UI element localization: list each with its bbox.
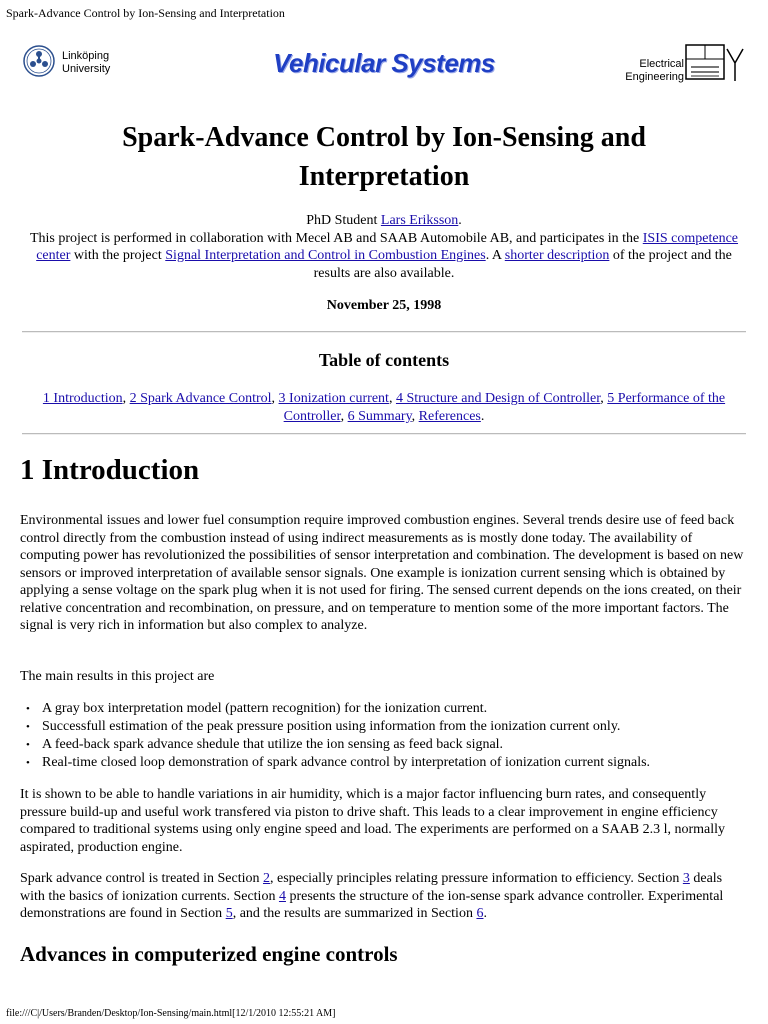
overview-text-a: Spark advance control is treated in Section	[20, 871, 263, 886]
site-banner	[0, 40, 768, 90]
toc-title: Table of contents	[318, 350, 450, 370]
section-heading-introduction: 1 Introduction	[20, 454, 200, 486]
toc-link-spark-advance[interactable]: 2 Spark Advance Control	[129, 391, 272, 406]
overview-text-b: , especially principles relating pressure information to efficiency. Section	[269, 871, 683, 886]
a-text: . A	[485, 248, 505, 263]
efficiency-paragraph: It is shown to be able to handle variations in air humidity, which is a major factor influencing burn rates, and consequently pressure build-up and useful work transfered via piston to drive shaft. This leads to a clear improvement in engine efficiency compared to traditional systems using only engine speed and load. The experiments are performed on a SAAB 2.3 l, normally aspirated, production engine.	[20, 787, 726, 855]
collab-paragraph	[22, 230, 746, 283]
phd-line	[22, 212, 746, 230]
project-intro	[22, 212, 746, 282]
print-header: Spark-Advance Control by Ion-Sensing and Interpretation	[6, 6, 285, 20]
project-link[interactable]: Signal Interpretation and Control in Combustion Engines	[165, 248, 486, 263]
shorter-description-link[interactable]: shorter description	[504, 248, 610, 263]
toc-link-ionization[interactable]: 3 Ionization current	[278, 391, 389, 406]
table-of-contents: 1 Introduction, 2 Spark Advance Control, 3 Ionization current, 4 Structure and Design of Controller, 5 Performance of the Controller, 6 Summary, References.	[42, 391, 726, 424]
dept-line1: Electrical	[639, 58, 684, 70]
toc-link-summary[interactable]: 6 Summary	[347, 409, 412, 424]
of-text: of the project and the results are also available.	[313, 248, 732, 281]
overview-text-d: presents the structure of the ion-sense spark advance controller. Experimental demonstrations are found in Section	[20, 888, 724, 921]
subsection-heading: Advances in computerized engine controls	[20, 942, 398, 966]
isis-link[interactable]: ISIS competence center	[36, 230, 739, 263]
with-project-text: with the project	[70, 248, 166, 263]
dept-line2: Engineering	[625, 71, 684, 83]
divider-bottom	[22, 433, 746, 435]
sections-overview-paragraph	[20, 870, 748, 923]
university-line2: University	[62, 63, 111, 75]
section-ref-6[interactable]: 6	[476, 906, 484, 921]
overview-text-f: .	[483, 906, 487, 921]
list-item: • A gray box interpretation model (pattern recognition) for the ionization current.	[42, 700, 768, 718]
university-line1: Linköping	[62, 50, 110, 62]
results-intro: The main results in this project are	[20, 669, 215, 684]
isy-logo-icon	[685, 43, 747, 83]
section-ref-5[interactable]: 5	[225, 906, 233, 921]
list-item: • A feed-back spark advance shedule that utilize the ion sensing as feed back signal.	[42, 736, 768, 754]
toc-link-introduction[interactable]: 1 Introduction	[42, 391, 123, 406]
department-name	[625, 58, 684, 84]
site-title: Vehicular Systems	[273, 48, 495, 78]
divider-top	[22, 331, 746, 333]
section-ref-2[interactable]: 2	[262, 871, 270, 886]
list-item: • Real-time closed loop demonstration of spark advance control by interpretation of ionization current signals.	[42, 754, 768, 772]
collab-text: This project is performed in collaboration with Mecel AB and SAAB Automobile AB, and participates in the	[29, 230, 643, 246]
overview-text-c: deals with the basics of ionization currents. Section	[20, 871, 723, 904]
phd-suffix: .	[458, 213, 462, 228]
phd-student-link[interactable]: Lars Eriksson	[380, 213, 459, 228]
results-list	[20, 700, 768, 772]
print-footer: file:///C|/Users/Branden/Desktop/Ion-Sensing/main.html[12/1/2010 12:55:21 AM]	[6, 1008, 336, 1019]
publication-date: November 25, 1998	[326, 298, 442, 313]
phd-prefix: PhD Student	[306, 213, 381, 228]
section-ref-4[interactable]: 4	[278, 888, 286, 904]
intro-paragraph: Environmental issues and lower fuel consumption require improved combustion engines. Several trends desire use of feed back control directly from the combustion instead of using indirect measurements as is mostly done today. The availability of computing power has revolutionized the possibilities of sensor interpretation and combination. The development is based on new sensors or improved interpretation of available sensor signals. One example is ionization current sensing which is obtained by applying a sense voltage on the spark plug when it is not used for firing. The sensed current depends on the ions created, on their relative concentration and recombination, on pressure, and on temperature to mention some of the more important factors. The signal is very rich in information but also complex to analyze.	[20, 513, 744, 633]
list-item: • Successfull estimation of the peak pressure position using information from the ionization current only.	[42, 718, 768, 736]
overview-text-e: , and the results are summarized in Section	[232, 906, 477, 921]
toc-link-performance[interactable]: 5 Performance of the Controller	[283, 391, 726, 424]
page-title: Spark-Advance Control by Ion-Sensing and Interpretation	[122, 122, 646, 192]
toc-link-structure[interactable]: 4 Structure and Design of Controller	[395, 391, 601, 406]
section-ref-3[interactable]: 3	[682, 871, 690, 886]
toc-link-references[interactable]: References	[418, 409, 481, 424]
